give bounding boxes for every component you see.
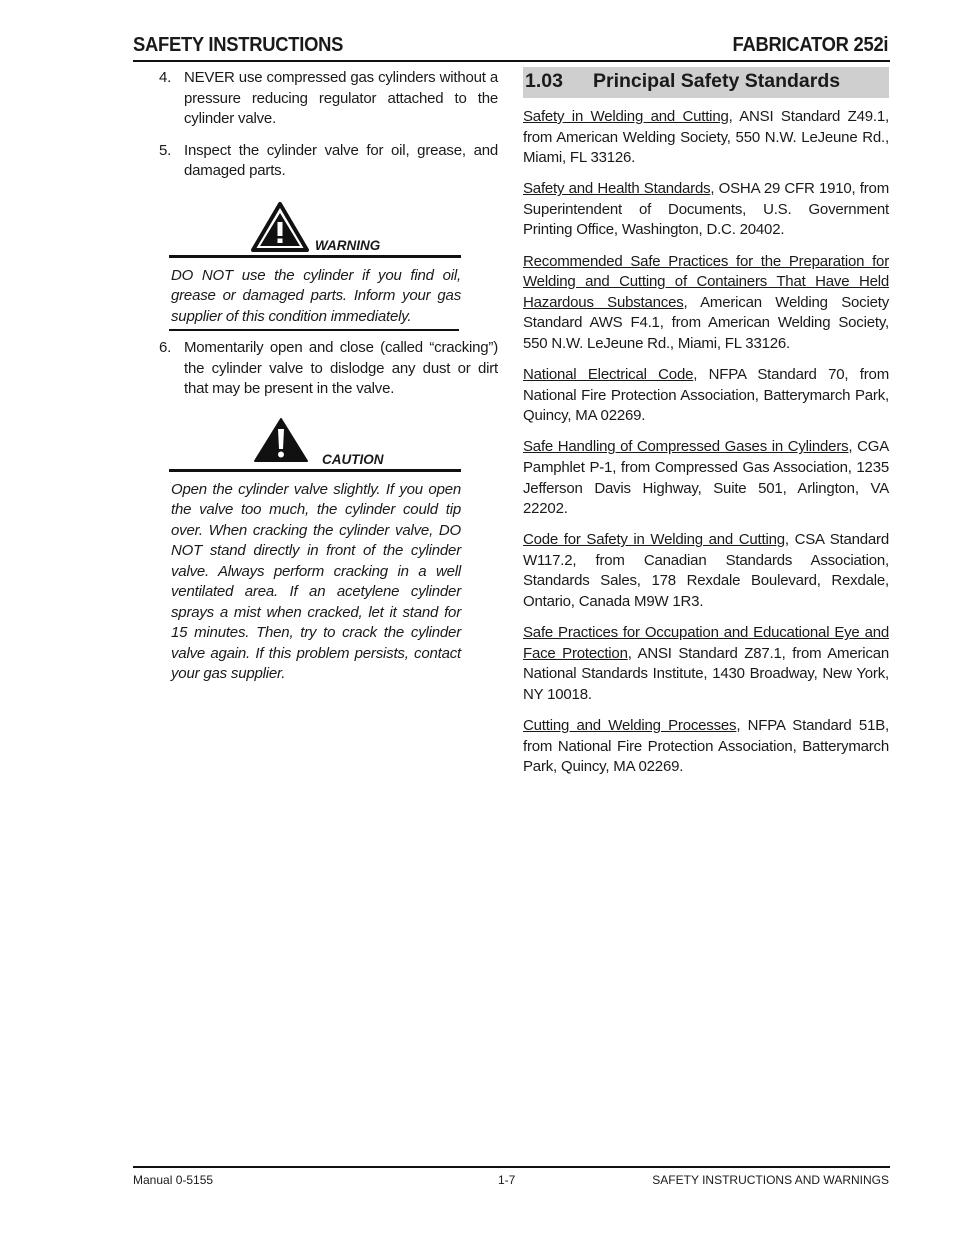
reference-title: Safety in Welding and Cutting xyxy=(523,108,729,125)
warning-bottom-rule xyxy=(169,329,459,331)
warning-label: WARNING xyxy=(315,237,381,253)
reference-entry xyxy=(523,365,889,427)
reference-details: , ANSI Standard Z49.1, from American Welding Society, 550 N.W. LeJeune Rd., Miami, FL 33126. xyxy=(523,108,890,167)
reference-entry xyxy=(523,716,889,778)
caution-notice xyxy=(169,411,461,687)
page-header-section-title: SAFETY INSTRUCTIONS xyxy=(133,34,344,56)
right-column xyxy=(523,67,889,788)
page-header-product-title: FABRICATOR 252i xyxy=(732,34,888,56)
reference-title: Safe Practices for Occupation and Educational Eye and Face Protection xyxy=(523,624,889,662)
section-title: Principal Safety Standards xyxy=(593,70,841,92)
footer-section-name: SAFETY INSTRUCTIONS AND WARNINGS xyxy=(652,1173,889,1187)
reference-details: , CGA Pamphlet P-1, from Compressed Gas Association, 1235 Jefferson Davis Highway, Suite 501, Arlington, VA 22202. xyxy=(523,438,890,518)
left-column xyxy=(133,68,498,687)
reference-entry xyxy=(523,623,889,705)
reference-details: , OSHA 29 CFR 1910, from Superintendent of Documents, U.S. Government Printing Office, Washington, D.C. 20402. xyxy=(523,180,889,239)
reference-entry xyxy=(523,437,889,519)
reference-details: , CSA Standard W117.2, from Canadian Standards Association, Standards Sales, 178 Rexdale Boulevard, Rexdale, Ontario, Canada M9W 1R3. xyxy=(523,531,889,610)
list-item-number: 5. xyxy=(159,141,172,159)
reference-title: Safety and Health Standards xyxy=(523,180,711,198)
warning-triangle-icon xyxy=(251,201,309,253)
caution-triangle-icon xyxy=(253,417,309,463)
footer-divider xyxy=(133,1166,890,1168)
reference-details: , ANSI Standard Z87.1, from American National Standards Institute, 1430 Broadway, New York, NY 10018. xyxy=(523,644,889,703)
list-item xyxy=(133,68,498,130)
list-item xyxy=(133,141,498,182)
header-divider xyxy=(133,60,890,62)
reference-entry xyxy=(523,252,889,355)
list-item xyxy=(133,338,498,400)
reference-entry xyxy=(523,179,889,241)
list-item-text: Inspect the cylinder valve for oil, grease, and damaged parts. xyxy=(184,141,498,179)
caution-text: Open the cylinder valve slightly. If you open the valve too much, the cylinder could tip over. When cracking the cylinder valve, DO NOT stand directly in front of the cylinder valve. Always perform cracking in a well ventilated area. If an acetylene cylinder sprays a mist when cracked, let it stand for 15 minutes. Then, try to crack the cylinder valve again. If this problem persists, contact your gas supplier. xyxy=(171,480,461,682)
list-item-text: NEVER use compressed gas cylinders without a pressure reducing regulator attached to the cylinder valve. xyxy=(184,69,498,127)
reference-title: Recommended Safe Practices for the Preparation for Welding and Cutting of Containers That Have Held Hazardous Substances xyxy=(523,252,889,311)
reference-title: Safe Handling of Compressed Gases in Cylinders xyxy=(523,438,849,456)
footer-manual-number: Manual 0-5155 xyxy=(133,1173,214,1187)
section-number: 1.03 xyxy=(525,70,563,92)
section-heading xyxy=(523,67,889,98)
list-item-text: Momentarily open and close (called “cracking”) the cylinder valve to dislodge any dust or dirt that may be present in the valve. xyxy=(184,339,498,397)
list-item-number: 4. xyxy=(159,69,172,86)
reference-entry xyxy=(523,530,889,612)
reference-title: Cutting and Welding Processes xyxy=(523,716,737,734)
warning-text: DO NOT use the cylinder if you find oil, grease or damaged parts. Inform your gas supplier of this condition immediately. xyxy=(171,266,461,325)
reference-details: , American Welding Society Standard AWS F4.1, from American Welding Society, 550 N.W. LeJeune Rd., Miami, FL 33126. xyxy=(523,293,890,352)
reference-title: National Electrical Code xyxy=(523,366,694,384)
reference-details: , NFPA Standard 70, from National Fire Protection Association, Batterymarch Park, Quincy, MA 02269. xyxy=(523,366,889,425)
reference-details: , NFPA Standard 51B, from National Fire Protection Association, Batterymarch Park, Quincy, MA 02269. xyxy=(523,716,889,776)
list-item-number: 6. xyxy=(159,339,172,356)
caution-label: CAUTION xyxy=(322,451,384,467)
warning-notice xyxy=(169,193,461,332)
footer-page-number: 1-7 xyxy=(498,1173,516,1187)
reference-title: Code for Safety in Welding and Cutting xyxy=(523,531,785,549)
reference-entry xyxy=(523,107,889,169)
